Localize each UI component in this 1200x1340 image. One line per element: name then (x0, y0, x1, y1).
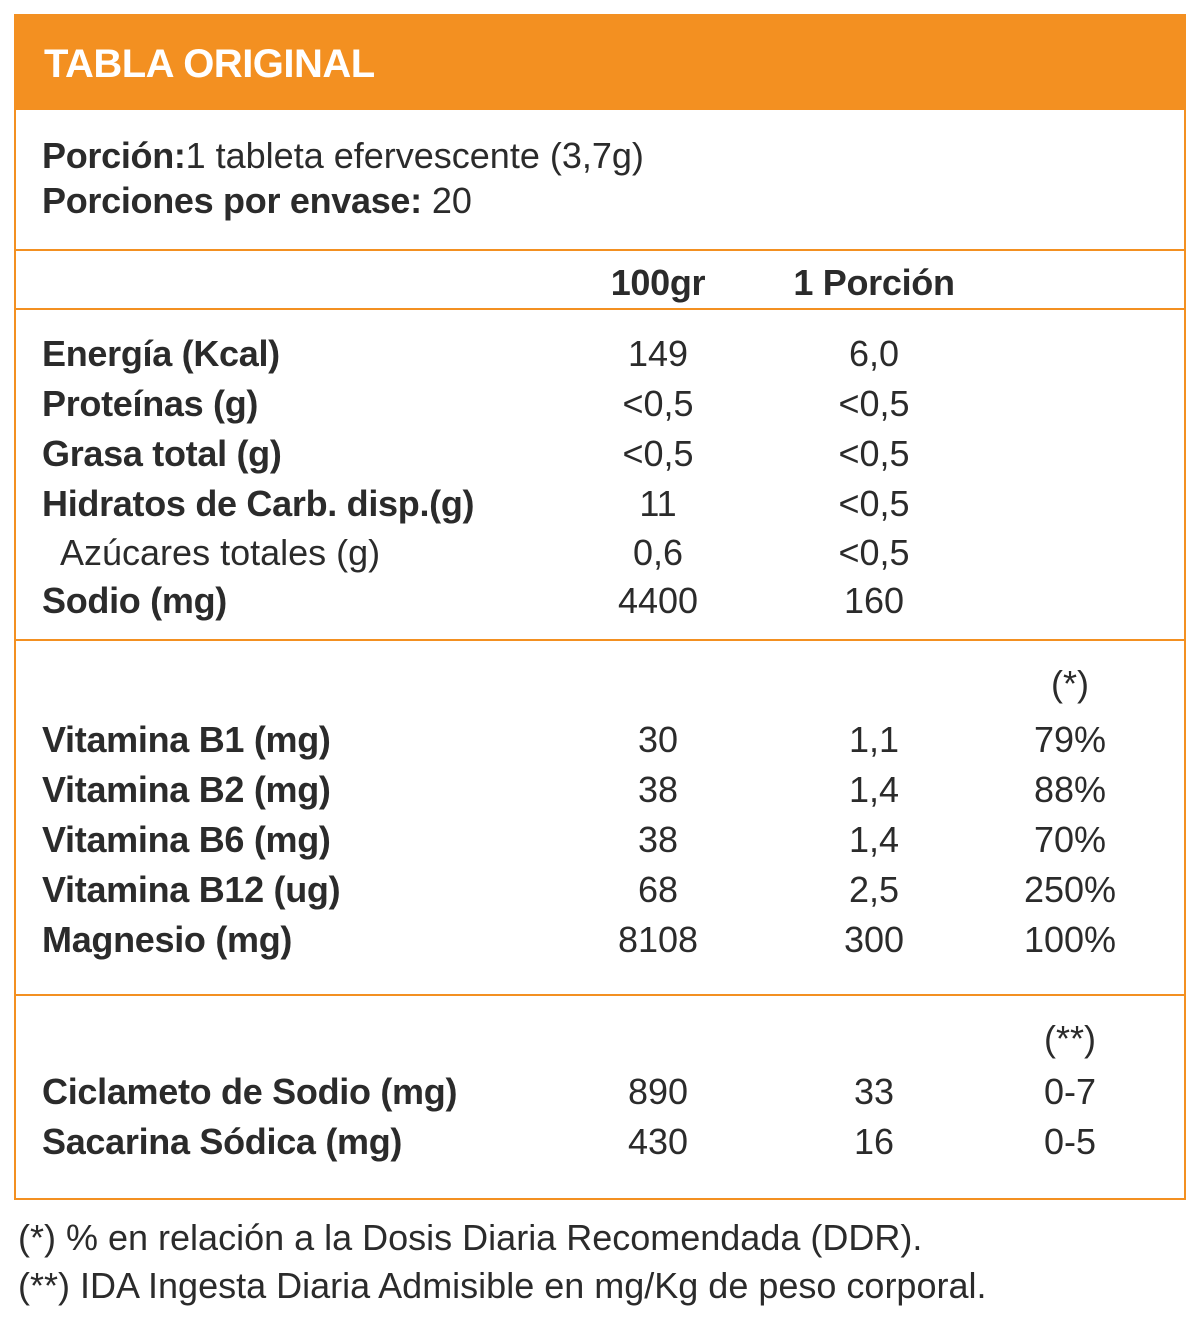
nutrient-portion: <0,5 (838, 483, 910, 524)
vitamin-pct: 70% (1033, 819, 1107, 860)
vitamin-per100: 38 (637, 769, 679, 810)
footnote-ddr: (*) % en relación a la Dosis Diaria Recomendada (DDR). (18, 1217, 923, 1258)
vitamin-pct: 88% (1033, 769, 1107, 810)
sweetener-name: Sacarina Sódica (mg) (42, 1121, 403, 1162)
vitamin-per100: 38 (637, 819, 679, 860)
vitamin-name: Magnesio (mg) (42, 919, 293, 960)
vitamin-pct: 79% (1033, 719, 1107, 760)
nutrient-portion: 6,0 (848, 333, 900, 374)
table-header (16, 16, 1184, 110)
vitamin-pct: 100% (1023, 919, 1117, 960)
sweetener-per100: 890 (627, 1071, 689, 1112)
nutrient-portion: 160 (843, 580, 905, 621)
nutrient-portion: <0,5 (838, 383, 910, 424)
vitamin-per100: 30 (637, 719, 679, 760)
sweetener-portion: 33 (853, 1071, 895, 1112)
vitamin-portion: 1,4 (848, 769, 900, 810)
per-container-value: 20 (431, 180, 472, 221)
vitamin-portion: 300 (843, 919, 905, 960)
nutrient-per100: 149 (627, 333, 689, 374)
per-container-label: Porciones por envase: (42, 180, 422, 221)
vitamin-portion: 2,5 (848, 869, 900, 910)
serving-portion (42, 136, 644, 176)
ddr-marker: (*) (1051, 663, 1089, 704)
sweetener-ida: 0-7 (1043, 1071, 1097, 1112)
serving-per-container (42, 181, 472, 221)
vitamin-name: Vitamina B6 (mg) (42, 819, 331, 860)
nutrient-per100: <0,5 (622, 433, 694, 474)
nutrient-portion: <0,5 (838, 532, 910, 573)
divider (16, 994, 1184, 996)
nutrient-per100: 4400 (617, 580, 699, 621)
vitamin-per100: 68 (637, 869, 679, 910)
divider (16, 249, 1184, 251)
ida-marker: (**) (1044, 1018, 1096, 1059)
divider (16, 308, 1184, 310)
portion-label: Porción: (42, 135, 186, 176)
vitamin-per100: 8108 (617, 919, 699, 960)
nutrition-table (14, 14, 1186, 1200)
column-header-portion: 1 Porción (793, 262, 955, 303)
vitamin-name: Vitamina B1 (mg) (42, 719, 331, 760)
vitamin-name: Vitamina B12 (ug) (42, 869, 341, 910)
nutrient-name: Grasa total (g) (42, 433, 282, 474)
nutrient-name: Sodio (mg) (42, 580, 227, 621)
nutrient-portion: <0,5 (838, 433, 910, 474)
nutrient-per100: <0,5 (622, 383, 694, 424)
nutrient-name: Hidratos de Carb. disp.(g) (42, 483, 475, 524)
sweetener-ida: 0-5 (1043, 1121, 1097, 1162)
vitamin-portion: 1,4 (848, 819, 900, 860)
footnote-ida: (**) IDA Ingesta Diaria Admisible en mg/Kg de peso corporal. (18, 1265, 987, 1306)
column-header-100gr: 100gr (610, 262, 706, 303)
nutrient-name: Proteínas (g) (42, 383, 259, 424)
vitamin-pct: 250% (1023, 869, 1117, 910)
nutrient-name: Energía (Kcal) (42, 333, 280, 374)
sweetener-name: Ciclameto de Sodio (mg) (42, 1071, 458, 1112)
portion-value: 1 tableta efervescente (3,7g) (185, 135, 644, 176)
divider (16, 639, 1184, 641)
sweetener-per100: 430 (627, 1121, 689, 1162)
nutrient-name-sub: Azúcares totales (g) (60, 532, 381, 573)
nutrient-per100: 11 (639, 483, 677, 524)
vitamin-portion: 1,1 (848, 719, 900, 760)
sweetener-portion: 16 (853, 1121, 895, 1162)
vitamin-name: Vitamina B2 (mg) (42, 769, 331, 810)
table-title: TABLA ORIGINAL (44, 42, 375, 86)
nutrient-per100: 0,6 (632, 532, 684, 573)
